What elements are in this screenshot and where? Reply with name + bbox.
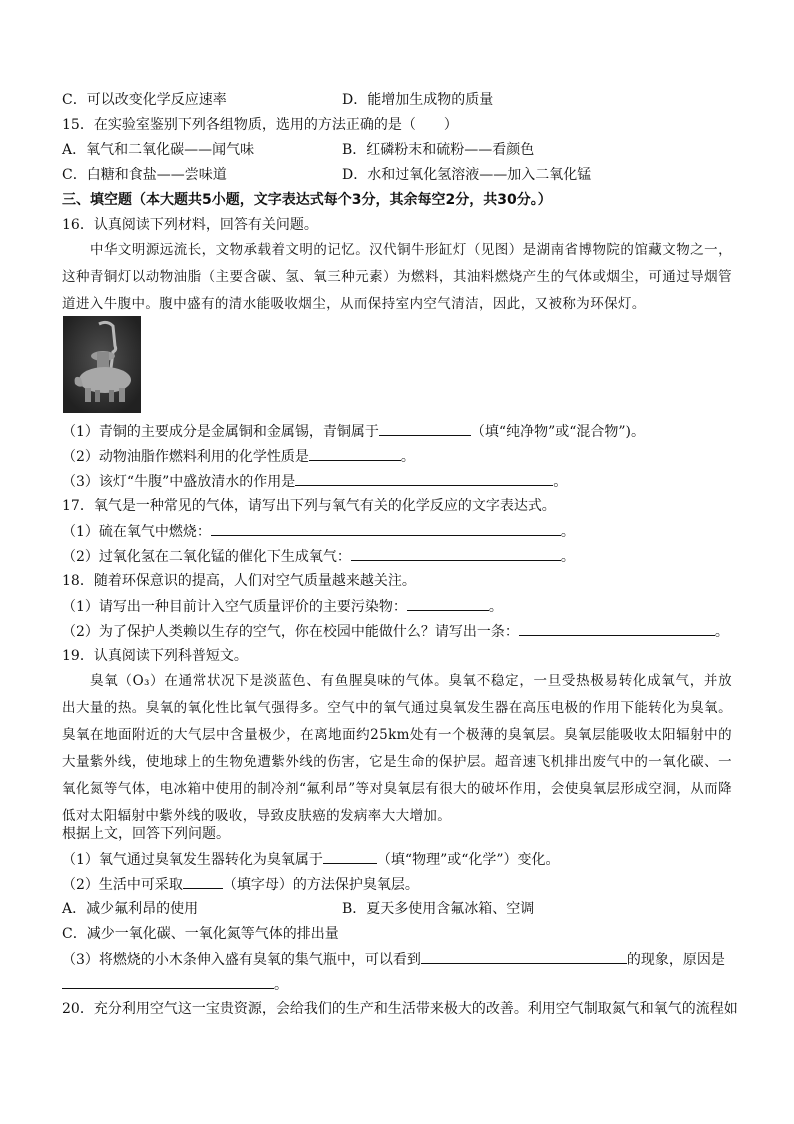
bronze-ox-lamp-photo <box>63 316 141 413</box>
q16-part1: （1）青铜的主要成分是金属铜和金属锡，青铜属于 （填“纯净物”或“混合物”)。 <box>62 421 645 442</box>
q16-material: 中华文明源远流长，文物承载着文明的记忆。汉代铜牛形缸灯（见图）是湖南省博物院的馆藏文物之一，这种青铜灯以动物油脂（主要含碳、氢、氧三种元素）为燃料，其油料燃烧产生的气体或烟尘，可通过导烟管道进入牛腹中。腹中盛有的清水能吸收烟尘，从而保持室内空气清洁，因此，又被称为环保灯。 <box>62 242 732 312</box>
lamp-illustration <box>63 316 141 413</box>
q19-option-b: B．夏天多使用含氟冰箱、空调 <box>342 901 535 917</box>
q15-stem: 15．在实验室鉴别下列各组物质，选用的方法正确的是（ ） <box>62 117 458 133</box>
q20-stem: 20．充分利用空气这一宝贵资源，会给我们的生产和生活带来极大的改善。利用空气制取氮气和氧气的流程如 <box>62 1001 738 1017</box>
answer-blank[interactable] <box>351 546 561 561</box>
q17-stem: 17．氧气是一种常见的气体，请写出下列与氧气有关的化学反应的文字表达式。 <box>62 498 556 514</box>
answer-blank[interactable] <box>183 874 223 889</box>
q19-part2: （2）生活中可采取 （填字母）的方法保护臭氧层。 <box>62 874 419 895</box>
answer-blank[interactable] <box>211 521 561 536</box>
q19-lead: 根据上文，回答下列问题。 <box>62 826 230 842</box>
q14-option-c: C．可以改变化学反应速率 <box>62 92 227 108</box>
q15-option-b: B．红磷粉末和硫粉——看颜色 <box>342 142 535 158</box>
q16-stem: 16．认真阅读下列材料，回答有关问题。 <box>62 217 318 233</box>
answer-blank[interactable] <box>62 974 274 989</box>
q19-part3: （3）将燃烧的小木条伸入盛有臭氧的集气瓶中，可以看到 的现象，原因是 <box>62 949 725 970</box>
q18-stem: 18．随着环保意识的提高，人们对空气质量越来越关注。 <box>62 573 416 589</box>
q19-part3-continued: 。 <box>62 974 288 995</box>
q19-option-c: C．减少一氧化碳、一氧化氮等气体的排出量 <box>62 926 339 942</box>
q17-part1: （1）硫在氧气中燃烧： 。 <box>62 521 575 542</box>
answer-blank[interactable] <box>295 471 553 486</box>
q18-part2: （2）为了保护人类赖以生存的空气，你在校园中能做什么？请写出一条： 。 <box>62 621 729 642</box>
answer-blank[interactable] <box>519 621 715 636</box>
q19-stem: 19．认真阅读下列科普短文。 <box>62 648 248 664</box>
q16-part3: （3）该灯“牛腹”中盛放清水的作用是 。 <box>62 471 567 492</box>
q19-part1: （1）氧气通过臭氧发生器转化为臭氧属于 （填“物理”或“化学”）变化。 <box>62 849 560 870</box>
q14-option-d: D．能增加生成物的质量 <box>342 92 494 108</box>
q15-option-c: C．白糖和食盐——尝味道 <box>62 167 227 183</box>
answer-blank[interactable] <box>323 849 377 864</box>
section-heading: 三、填空题（本大题共5小题，文字表达式每个3分，其余每空2分，共30分。） <box>62 192 552 208</box>
answer-blank[interactable] <box>421 949 627 964</box>
q19-option-a: A．减少氟利昂的使用 <box>62 901 199 917</box>
answer-blank[interactable] <box>407 596 489 611</box>
answer-blank[interactable] <box>309 446 401 461</box>
q16-part2: （2）动物油脂作燃料利用的化学性质是 。 <box>62 446 415 467</box>
q18-part1: （1）请写出一种目前计入空气质量评价的主要污染物： 。 <box>62 596 503 617</box>
answer-blank[interactable] <box>379 421 471 436</box>
q17-part2: （2）过氧化氢在二氧化锰的催化下生成氧气： 。 <box>62 546 575 567</box>
q19-material: 臭氧（O₃）在通常状况下是淡蓝色、有鱼腥臭味的气体。臭氧不稳定，一旦受热极易转化成氧气，并放出大量的热。臭氧的氧化性比氧气强得多。空气中的氧气通过臭氧发生器在高压电极的作用下能转化为臭氧。臭氧在地面附近的大气层中含量极少，在离地面约25km处有一个极薄的臭氧层。臭氧层能吸收太阳辐射中的大量紫外线，使地球上的生物免遭紫外线的伤害，它是生命的保护层。超音速飞机排出废气中的一氧化碳、一氧化氮等气体，电冰箱中使用的制冷剂“氟利昂”等对臭氧层有很大的破坏作用，会使臭氧层形成空洞，从而降低对太阳辐射中紫外线的吸收，导致皮肤癌的发病率大大增加。 <box>62 673 732 824</box>
q15-option-d: D．水和过氧化氢溶液——加入二氧化锰 <box>342 167 592 183</box>
q15-option-a: A．氧气和二氧化碳——闻气味 <box>62 142 255 158</box>
